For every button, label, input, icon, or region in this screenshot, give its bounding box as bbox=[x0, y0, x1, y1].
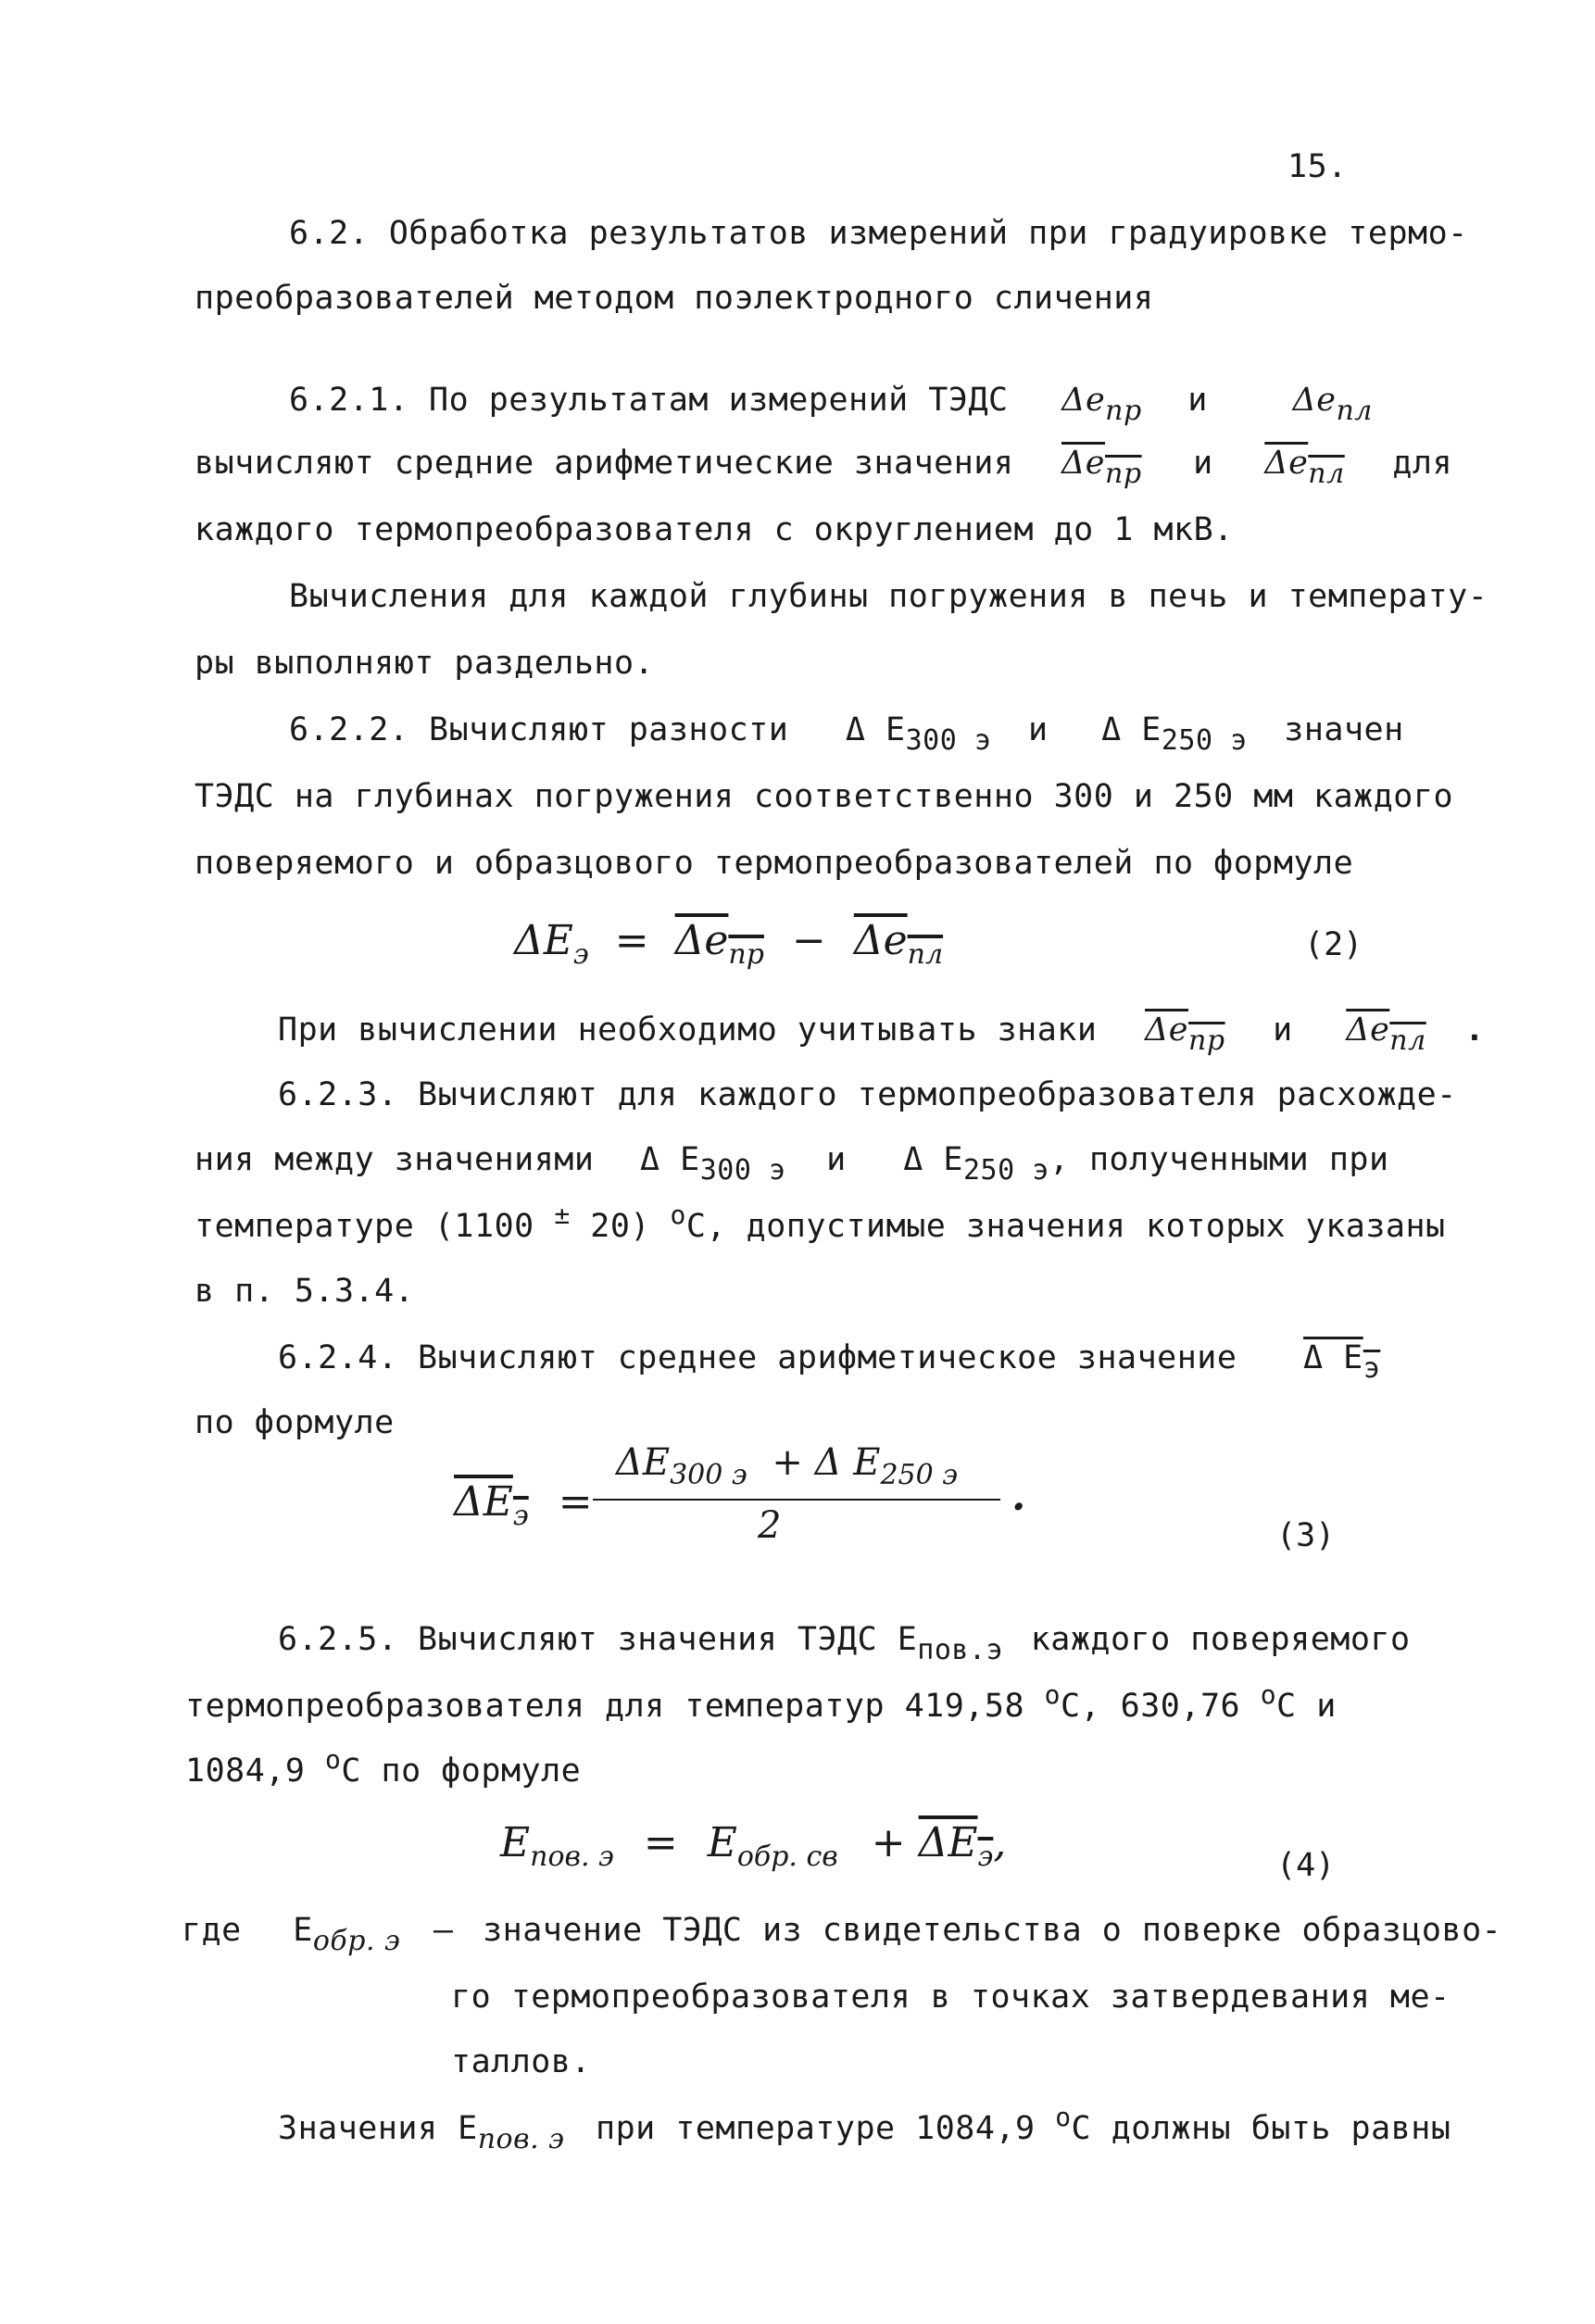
text: 6.2.1. По результатам измерений ТЭДС bbox=[289, 382, 1009, 419]
para-signs bbox=[278, 1010, 1485, 1057]
text: , полученными при bbox=[1049, 1141, 1389, 1178]
delta-e-300-symbol: Δ E300 э bbox=[640, 1141, 786, 1187]
section-6-2-line-2: преобразователей методом поэлектродного сличения bbox=[195, 280, 1154, 317]
delta-e-250-symbol: Δ E250 э bbox=[903, 1141, 1049, 1187]
equation-2-number: (2) bbox=[1304, 926, 1363, 963]
para-6-2-4-line-2: по формуле bbox=[195, 1404, 395, 1441]
delta-e-300-symbol: Δ E300 э bbox=[845, 711, 992, 757]
equation-3-numerator: $\Delta E_{300 э} + \Delta$ $E_{250 э}$ bbox=[616, 1441, 959, 1491]
para-6-2-1-line-2 bbox=[195, 443, 1453, 490]
mean-delta-e-pl-symbol: Δeпл bbox=[1264, 445, 1345, 490]
para-6-2-1-line-1 bbox=[289, 380, 1373, 427]
para-6-2-3-line-1: 6.2.3. Вычисляют для каждого термопреобразователя расхожде- bbox=[278, 1076, 1457, 1113]
para-6-2-5-line-2: термопреобразователя для температур 419,58 $^о$С, 630,76 $^о$С и bbox=[185, 1679, 1337, 1725]
equation-4-number: (4) bbox=[1276, 1847, 1336, 1884]
para-calc-line-2: ры выполняют раздельно. bbox=[195, 645, 655, 682]
and: и bbox=[1027, 711, 1049, 748]
and: и bbox=[1193, 445, 1213, 482]
where-label: где bbox=[182, 1912, 242, 1949]
section-6-2-line-1: 6.2. Обработка результатов измерений при градуировке термо- bbox=[289, 215, 1468, 252]
equation-4: $E_{пов. э} = E_{обр. св} + \Delta E_э$, bbox=[500, 1819, 1007, 1873]
and: и bbox=[826, 1141, 847, 1178]
fraction-bar bbox=[593, 1499, 1000, 1501]
text: вычисляют средние арифметические значения bbox=[195, 445, 1014, 482]
text: значен bbox=[1284, 711, 1404, 748]
where-line-1: где Eобр. э – значение ТЭДС из свидетельства о поверке образцово- bbox=[182, 1912, 1502, 1957]
mean-delta-e-pl: $\Delta e_{пл}$ bbox=[853, 917, 944, 971]
para-6-2-2-line-2: ТЭДС на глубинах погружения соответственно 300 и 250 мм каждого bbox=[195, 778, 1454, 815]
where-line-2: го термопреобразователя в точках затвердевания ме- bbox=[451, 1979, 1451, 2016]
equation-3-lhs: $\Delta E_э$ = bbox=[454, 1478, 593, 1532]
para-6-2-5-line-1: 6.2.5. Вычисляют значения ТЭДС Eпов.э каждого поверяемого bbox=[278, 1621, 1411, 1666]
equation-3-denominator: 2 bbox=[758, 1504, 782, 1547]
mean-delta-e-pr-symbol: Δeпр bbox=[1145, 1011, 1225, 1057]
equation-3-dot: . bbox=[1011, 1473, 1026, 1520]
page-number: 15. bbox=[1287, 148, 1348, 185]
text: ния между значениями bbox=[195, 1141, 595, 1178]
mean-delta-e-pr-symbol: Δeпр bbox=[1061, 445, 1142, 490]
para-6-2-3-line-2 bbox=[195, 1139, 1389, 1187]
mean-delta-e-pr: $\Delta e_{пр}$ bbox=[674, 917, 764, 971]
text: для bbox=[1392, 445, 1453, 482]
mean-delta-e-pl-symbol: Δeпл bbox=[1346, 1011, 1426, 1057]
and: и bbox=[1273, 1011, 1293, 1049]
equation-2: $\Delta E_э = \Delta e_{пр} - \Delta e_{пл}$ bbox=[514, 917, 944, 971]
equation-3-number: (3) bbox=[1276, 1517, 1336, 1554]
last-line: Значения Eпов. э при температуре 1084,9 $^о$С должны быть равны bbox=[278, 2102, 1451, 2155]
para-calc-line-1: Вычисления для каждой глубины погружения в печь и температу- bbox=[289, 578, 1488, 615]
delta-e-pr-symbol: Δeпр bbox=[1061, 382, 1142, 427]
para-6-2-3-line-4: в п. 5.3.4. bbox=[195, 1273, 415, 1310]
delta-e-250-symbol: Δ E250 э bbox=[1101, 711, 1248, 757]
para-6-2-1-line-3: каждого термопреобразователя с округлением до 1 мкВ. bbox=[195, 511, 1234, 548]
para-6-2-2-line-3: поверяемого и образцового термопреобразователей по формуле bbox=[195, 845, 1354, 882]
para-6-2-5-line-3: 1084,9 $^о$С по формуле bbox=[185, 1744, 582, 1790]
dot: . bbox=[1464, 1011, 1485, 1049]
text: 6.2.4. Вычисляют среднее арифметическое значение bbox=[278, 1339, 1237, 1376]
delta-e-pl-symbol: Δeпл bbox=[1292, 382, 1373, 427]
mean-delta-e-symbol: Δ Eэ bbox=[1303, 1339, 1381, 1385]
para-6-2-4-line-1 bbox=[278, 1338, 1381, 1385]
and: и bbox=[1187, 382, 1208, 419]
where-line-3: таллов. bbox=[451, 2043, 592, 2080]
para-6-2-2-line-1 bbox=[289, 710, 1404, 757]
para-6-2-3-line-3: температуре (1100 ± 20) $^о$С, допустимые значения которых указаны bbox=[195, 1200, 1446, 1245]
text: При вычислении необходимо учитывать знаки bbox=[278, 1011, 1098, 1049]
text: 6.2.2. Вычисляют разности bbox=[289, 711, 789, 748]
